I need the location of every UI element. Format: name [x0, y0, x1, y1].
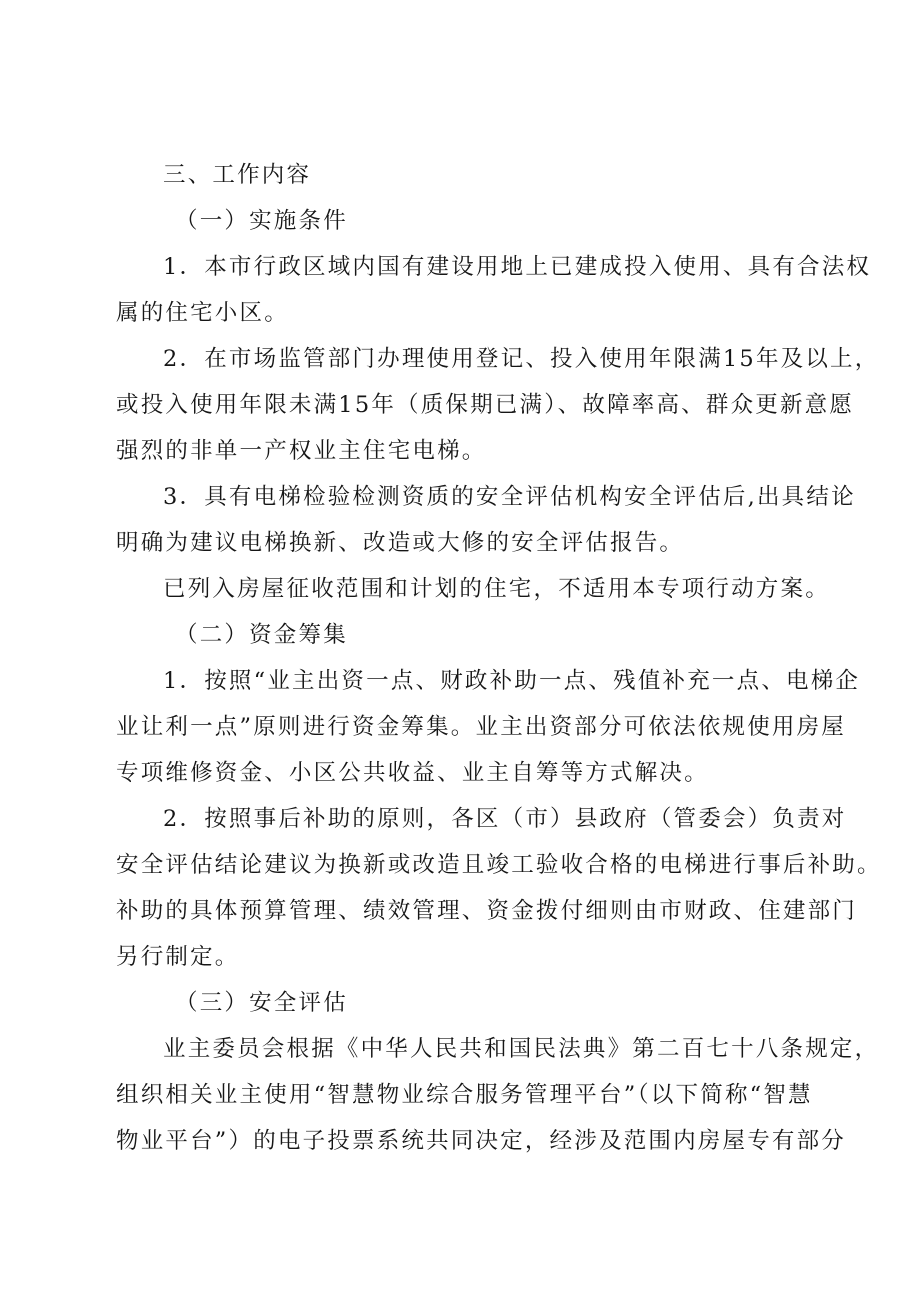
paragraph-line: 业主委员会根据《中华人民共和国民法典》第二百七十八条规定， — [163, 1036, 880, 1062]
paragraph-line: 专项维修资金、小区公共收益、业主自筹等方式解决。 — [116, 760, 709, 786]
paragraph-line: 安全评估结论建议为换新或改造且竣工验收合格的电梯进行事后补助。 — [116, 852, 882, 878]
paragraph-line: 组织相关业主使用“智慧物业综合服务管理平台”（以下简称“智慧 — [116, 1082, 813, 1108]
paragraph-line: 1．按照“业主出资一点、财政补助一点、残值补充一点、电梯企 — [163, 668, 861, 694]
paragraph-line: 明确为建议电梯换新、改造或大修的安全评估报告。 — [116, 530, 685, 556]
paragraph-line: 补助的具体预算管理、绩效管理、资金拨付细则由市财政、住建部门 — [116, 898, 858, 924]
paragraph-line: 强烈的非单一产权业主住宅电梯。 — [116, 438, 487, 464]
subsection-heading: （三）安全评估 — [175, 990, 348, 1016]
paragraph-line: 2．按照事后补助的原则，各区（市）县政府（管委会）负责对 — [163, 806, 847, 832]
paragraph-line: 另行制定。 — [116, 944, 240, 970]
paragraph-line: 或投入使用年限未满15年（质保期已满）、故障率高、群众更新意愿 — [116, 392, 855, 418]
paragraph-line: 业让利一点”原则进行资金筹集。业主出资部分可依法依规使用房屋 — [116, 714, 847, 740]
section-heading: 三、工作内容 — [163, 162, 312, 188]
paragraph-line: 已列入房屋征收范围和计划的住宅，不适用本专项行动方案。 — [163, 576, 830, 602]
paragraph-line: 物业平台”）的电子投票系统共同决定，经涉及范围内房屋专有部分 — [116, 1128, 847, 1154]
paragraph-line: 3．具有电梯检验检测资质的安全评估机构安全评估后,出具结论 — [163, 484, 856, 510]
paragraph-line: 2．在市场监管部门办理使用登记、投入使用年限满15年及以上， — [163, 346, 880, 372]
paragraph-line: 属的住宅小区。 — [116, 300, 289, 326]
subsection-heading: （二）资金筹集 — [175, 622, 348, 648]
paragraph-line: 1．本市行政区域内国有建设用地上已建成投入使用、具有合法权 — [163, 254, 872, 280]
subsection-heading: （一）实施条件 — [175, 208, 348, 234]
